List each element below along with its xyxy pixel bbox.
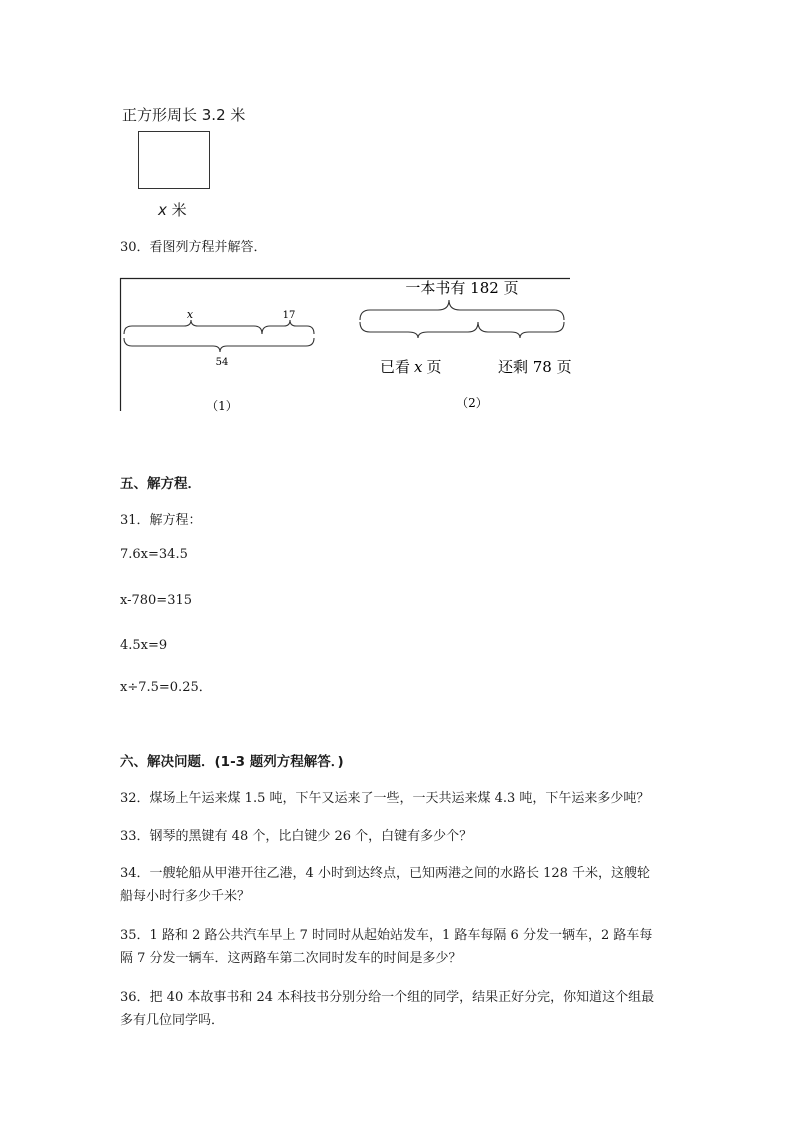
q36-line-1: 36．把 40 本故事书和 24 本科技书分别分给一个组的同学，结果正好分完，你知道这个组最 xyxy=(120,990,655,1005)
fig2-label-read-pre: 已看 xyxy=(380,358,411,376)
fig2-label-read-post: 页 xyxy=(426,358,442,376)
equation-1: 7.6x=34.5 xyxy=(120,547,188,562)
fig2-brace-total xyxy=(360,300,564,320)
q32-text: 32．煤场上午运来煤 1.5 吨，下午又运来了一些，一天共运来煤 4.3 吨，下午运来多少吨？ xyxy=(120,791,650,806)
fig1-label-17: 17 xyxy=(282,310,296,321)
q36-line-2: 多有几位同学吗． xyxy=(120,1013,225,1028)
fig2-label-read-var: x xyxy=(414,358,423,376)
fig2-brace-remaining xyxy=(478,322,564,338)
section6-heading: 六、解决问题．(1-3 题列方程解答．) xyxy=(120,754,344,770)
q34-line-1: 34．一艘轮船从甲港开往乙港，4 小时到达终点，已知两港之间的水路长 128 千米，这艘轮 xyxy=(120,866,651,881)
q35-line-1: 35．1 路和 2 路公共汽车早上 7 时同时从起始站发车，1 路车每隔 6 分发一辆车，2 路车每 xyxy=(120,928,653,943)
section5-heading: 五、解方程． xyxy=(120,476,201,492)
square-side-variable: x xyxy=(158,201,167,219)
fig1-caption: （1） xyxy=(206,399,238,413)
q33-text: 33．钢琴的黑键有 48 个，比白键少 26 个，白键有多少个？ xyxy=(120,829,473,844)
q30-text: 30．看图列方程并解答． xyxy=(120,240,267,255)
fig1-brace-x xyxy=(124,320,262,334)
q31-text: 31．解方程： xyxy=(120,513,202,528)
fig2-label-total: 一本书有 182 页 xyxy=(405,279,519,297)
fig1-brace-17 xyxy=(262,320,314,334)
q35-line-2: 隔 7 分发一辆车．这两路车第二次同时发车的时间是多少？ xyxy=(120,951,462,966)
fig2-label-read xyxy=(380,358,442,376)
fig2-brace-read xyxy=(360,322,478,338)
fig1-brace-54 xyxy=(124,338,314,352)
equation-3: 4.5x=9 xyxy=(120,638,168,653)
fig2-label-remaining: 还剩 78 页 xyxy=(498,358,572,376)
fig1-label-54: 54 xyxy=(215,357,229,368)
equation-2: x-780=315 xyxy=(120,593,193,608)
q34-line-2: 船每小时行多少千米？ xyxy=(120,889,251,904)
square-side-unit: 米 xyxy=(171,201,187,219)
fig1-label-x: x xyxy=(186,308,194,321)
fig2-caption: （2） xyxy=(456,396,488,410)
equation-4: x÷7.5=0.25． xyxy=(120,680,212,695)
square-side-label xyxy=(158,199,187,220)
square-shape xyxy=(138,131,210,189)
q30-figure xyxy=(118,276,574,416)
square-caption: 正方形周长 3.2 米 xyxy=(122,106,246,124)
